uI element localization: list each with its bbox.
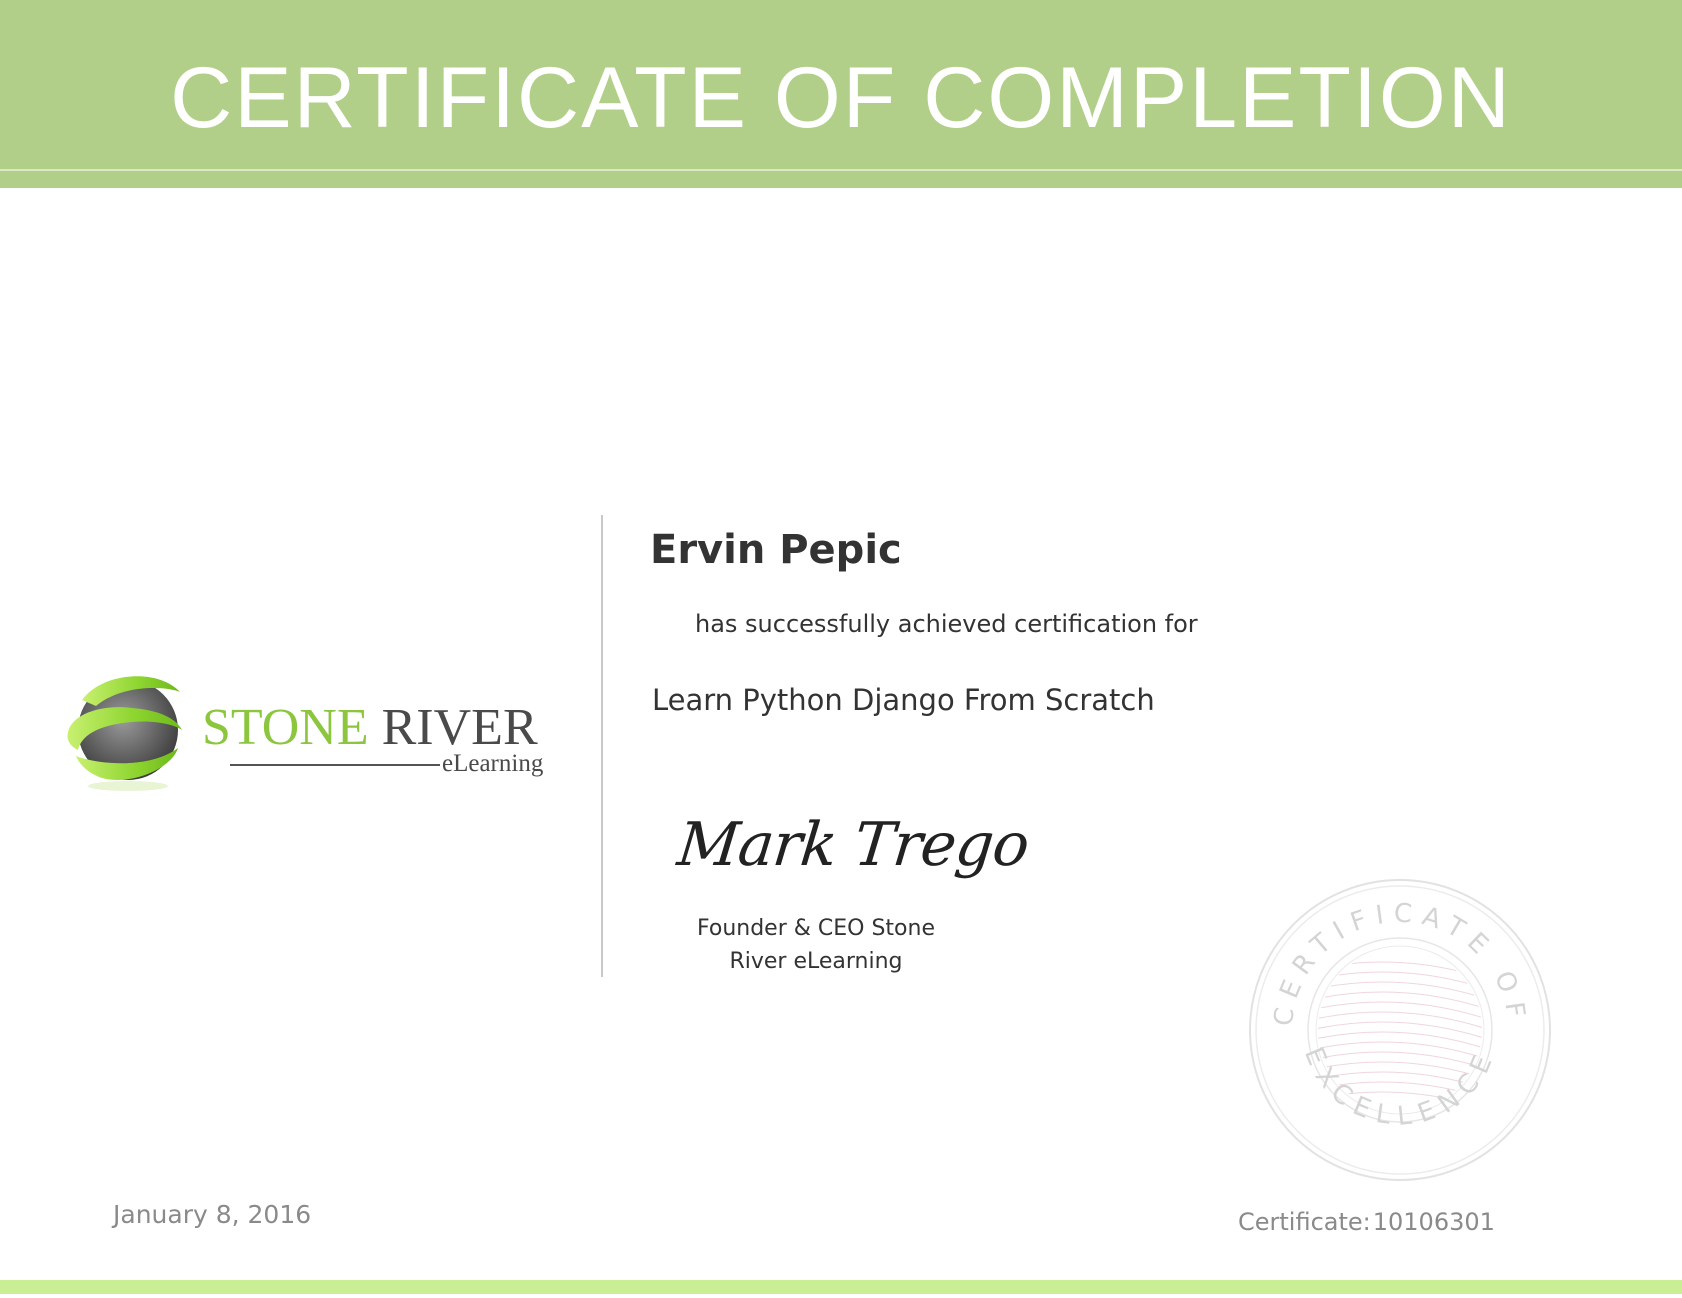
achievement-text: has successfully achieved certification for — [695, 610, 1198, 638]
stone-river-logo — [62, 660, 582, 800]
svg-text:CERTIFICATE OF — [1268, 898, 1531, 1028]
logo-word-river: RIVER — [381, 699, 538, 756]
certificate-number: 10106301 — [1372, 1208, 1495, 1236]
signature: Mark Trego — [674, 810, 1032, 880]
logo-rule — [230, 764, 440, 766]
recipient-name: Ervin Pepic — [650, 527, 902, 573]
seal-bottom-text: EXCELLENCE — [1298, 1043, 1502, 1132]
footer-band — [0, 1280, 1682, 1294]
course-title: Learn Python Django From Scratch — [652, 683, 1155, 717]
svg-text:EXCELLENCE — [1298, 1043, 1502, 1132]
logo-word-stone: STONE — [202, 699, 369, 756]
seal-top-text: CERTIFICATE OF — [1268, 898, 1532, 1029]
signer-title-line1: Founder & CEO Stone — [696, 916, 935, 941]
excellence-seal-icon — [1240, 870, 1560, 1190]
certificate-id — [1238, 1208, 1495, 1236]
signer-title — [676, 912, 956, 978]
globe-logo-icon — [62, 660, 202, 800]
logo-wordmark — [202, 700, 538, 756]
certificate-title: CERTIFICATE OF COMPLETION — [170, 50, 1512, 146]
certificate-label: Certificate: — [1238, 1208, 1371, 1236]
issue-date: January 8, 2016 — [113, 1200, 312, 1229]
logo-subtitle: eLearning — [442, 750, 544, 777]
vertical-divider — [601, 515, 603, 977]
signer-title-line2: River eLearning — [729, 949, 903, 974]
header-strip — [0, 171, 1682, 188]
